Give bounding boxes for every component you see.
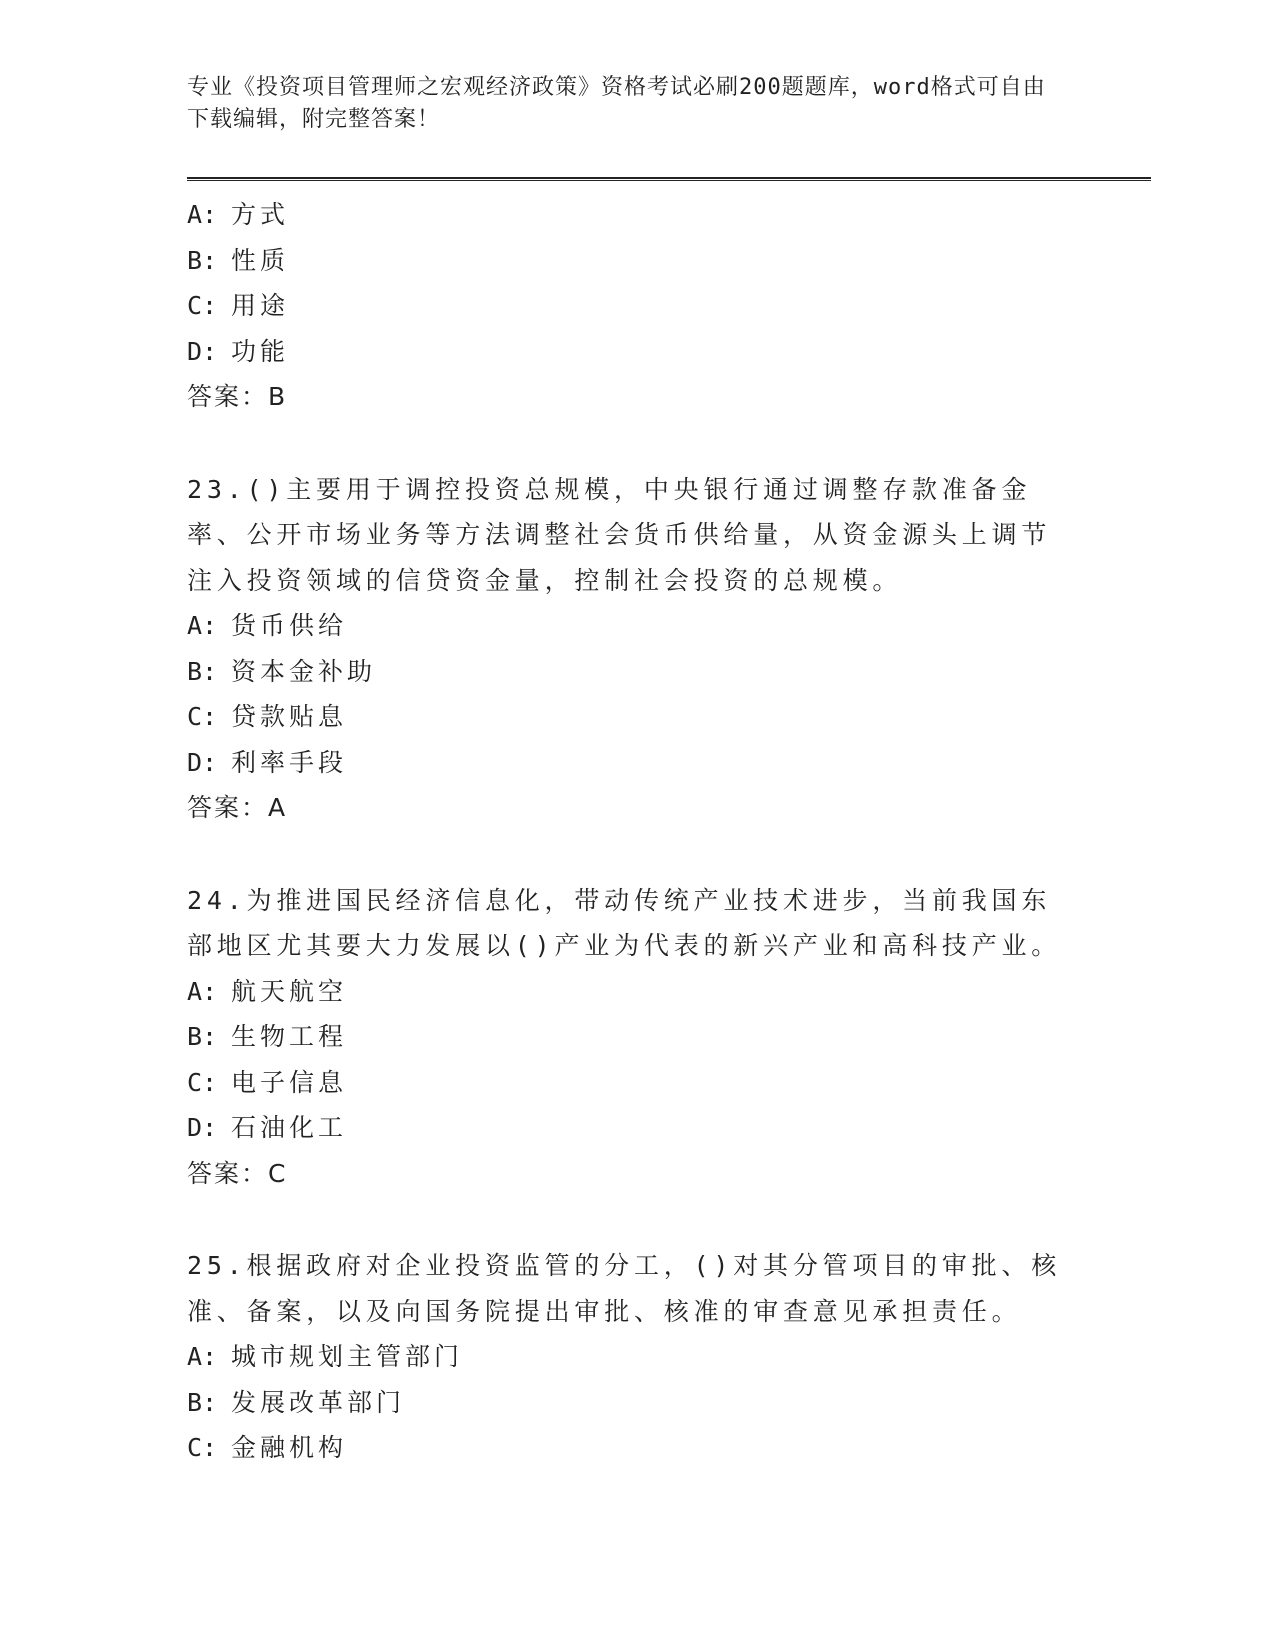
option-c: C: 贷款贴息 xyxy=(187,702,348,731)
option-a: A: 城市规划主管部门 xyxy=(187,1342,464,1371)
option-d: D: 功能 xyxy=(187,336,290,366)
option-a: A: 航天航空 xyxy=(187,976,348,1006)
answer-line: 答案：A xyxy=(187,793,288,822)
answer-line: 答案：B xyxy=(187,382,288,411)
question-text: 24.为推进国民经济信息化，带动传统产业技术进步，当前我国东部地区尤其要大力发展以()产业为代表的新兴产业和高科技产业。 xyxy=(187,885,1062,960)
question-block xyxy=(187,1243,1087,1471)
option-c: C: 金融机构 xyxy=(187,1433,348,1462)
option-c: C: 电子信息 xyxy=(187,1067,348,1097)
question-text: 23.()主要用于调控投资总规模，中央银行通过调整存款准备金率、公开市场业务等方法调整社会货币供给量，从资金源头上调节注入投资领域的信贷资金量，控制社会投资的总规模。 xyxy=(187,474,1052,595)
question-block xyxy=(187,467,1087,831)
option-d: D: 石油化工 xyxy=(187,1113,348,1142)
question-block xyxy=(187,878,1087,1197)
question-block xyxy=(187,192,1087,420)
option-b: B: 生物工程 xyxy=(187,1022,348,1051)
option-d: D: 利率手段 xyxy=(187,747,348,777)
option-b: B: 资本金补助 xyxy=(187,656,377,686)
option-a: A: 货币供给 xyxy=(187,611,348,640)
option-a: A: 方式 xyxy=(187,200,290,229)
header-divider xyxy=(187,177,1151,181)
option-b: B: 性质 xyxy=(187,245,290,275)
option-b: B: 发展改革部门 xyxy=(187,1387,406,1417)
question-text: 25.根据政府对企业投资监管的分工，()对其分管项目的审批、核准、备案，以及向国务院提出审批、核准的审查意见承担责任。 xyxy=(187,1251,1062,1326)
question-list xyxy=(187,192,1087,1471)
option-c: C: 用途 xyxy=(187,291,290,320)
document-header: 专业《投资项目管理师之宏观经济政策》资格考试必刷200题题库，word格式可自由下载编辑，附完整答案！ xyxy=(187,75,1046,132)
answer-line: 答案：C xyxy=(187,1158,288,1188)
